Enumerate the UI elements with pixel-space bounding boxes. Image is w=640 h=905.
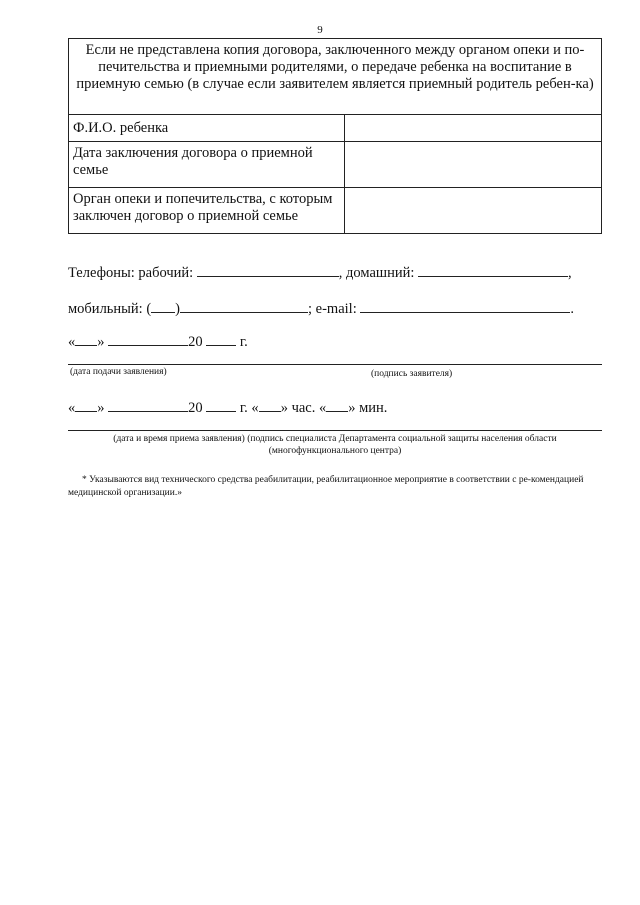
receipt-month-field[interactable] xyxy=(108,397,188,412)
mobile-phone-label: мобильный: ( xyxy=(68,301,152,317)
day-close-quote: » xyxy=(97,334,105,350)
email-label: ; e-mail: xyxy=(308,301,357,317)
table-row xyxy=(69,115,602,142)
receipt-minute-suffix: » мин. xyxy=(348,400,388,416)
footnote: * Указываются вид технического средства реабилитации, реабилитационное мероприятие в соответствии с ре-комендацией медицинской организации.» xyxy=(68,475,584,498)
month-field[interactable] xyxy=(108,331,188,346)
receipt-minute-field[interactable] xyxy=(326,397,348,412)
guardianship-body-label: Орган опеки и попечительства, с которым заключен договор о приемной семье xyxy=(69,188,345,234)
home-phone-field[interactable] xyxy=(418,262,568,277)
table-header: Если не представлена копия договора, заключенного между органом опеки и по-печительства и приемными родителями, о передаче ребенка на воспитание в приемную семью (в случае если заявителем является приемный родитель ребен-ка) xyxy=(69,39,602,115)
receipt-hour-suffix: » час. « xyxy=(280,400,327,416)
year-suffix: г. xyxy=(239,334,248,350)
application-date-caption: (дата подачи заявления) xyxy=(70,367,167,377)
email-dot: . xyxy=(570,301,574,317)
phones-comma: , xyxy=(568,265,572,281)
table-row xyxy=(69,188,602,234)
mobile-email-line xyxy=(68,298,574,318)
day-field[interactable] xyxy=(75,331,97,346)
receipt-year-field[interactable] xyxy=(206,397,236,412)
year-prefix: 20 xyxy=(188,334,203,350)
year-field[interactable] xyxy=(206,331,236,346)
receipt-rule xyxy=(68,430,602,431)
table-row xyxy=(69,142,602,188)
mobile-code-field[interactable] xyxy=(151,298,175,313)
applicant-signature-caption: (подпись заявителя) xyxy=(371,369,453,379)
child-name-field[interactable] xyxy=(345,115,602,142)
receipt-caption: (дата и время приема заявления) (подпись специалиста Департамента социальной защиты населения области (многофункционального центра) xyxy=(113,434,557,456)
contract-date-label: Дата заключения договора о приемной семье xyxy=(69,142,345,188)
mobile-phone-field[interactable] xyxy=(180,298,308,313)
receipt-day-close-quote: » xyxy=(97,400,105,416)
work-phone-label: Телефоны: рабочий: xyxy=(68,265,194,281)
phones-line xyxy=(68,262,572,282)
receipt-year-prefix: 20 xyxy=(188,400,203,416)
receipt-hour-field[interactable] xyxy=(259,397,281,412)
work-phone-field[interactable] xyxy=(197,262,339,277)
receipt-day-field[interactable] xyxy=(75,397,97,412)
page-number: 9 xyxy=(317,24,323,36)
child-name-label: Ф.И.О. ребенка xyxy=(69,115,345,142)
signature-rule xyxy=(68,364,602,365)
mobile-paren-close: ) xyxy=(175,301,180,317)
email-field[interactable] xyxy=(360,298,570,313)
foster-contract-table xyxy=(68,38,602,234)
receipt-day-open-quote: « xyxy=(68,400,76,416)
application-date-line xyxy=(68,331,248,351)
receipt-year-suffix: г. « xyxy=(239,400,259,416)
day-open-quote: « xyxy=(68,334,76,350)
home-phone-label: , домашний: xyxy=(338,265,415,281)
guardianship-body-field[interactable] xyxy=(345,188,602,234)
receipt-date-line xyxy=(68,397,387,417)
contract-date-field[interactable] xyxy=(345,142,602,188)
